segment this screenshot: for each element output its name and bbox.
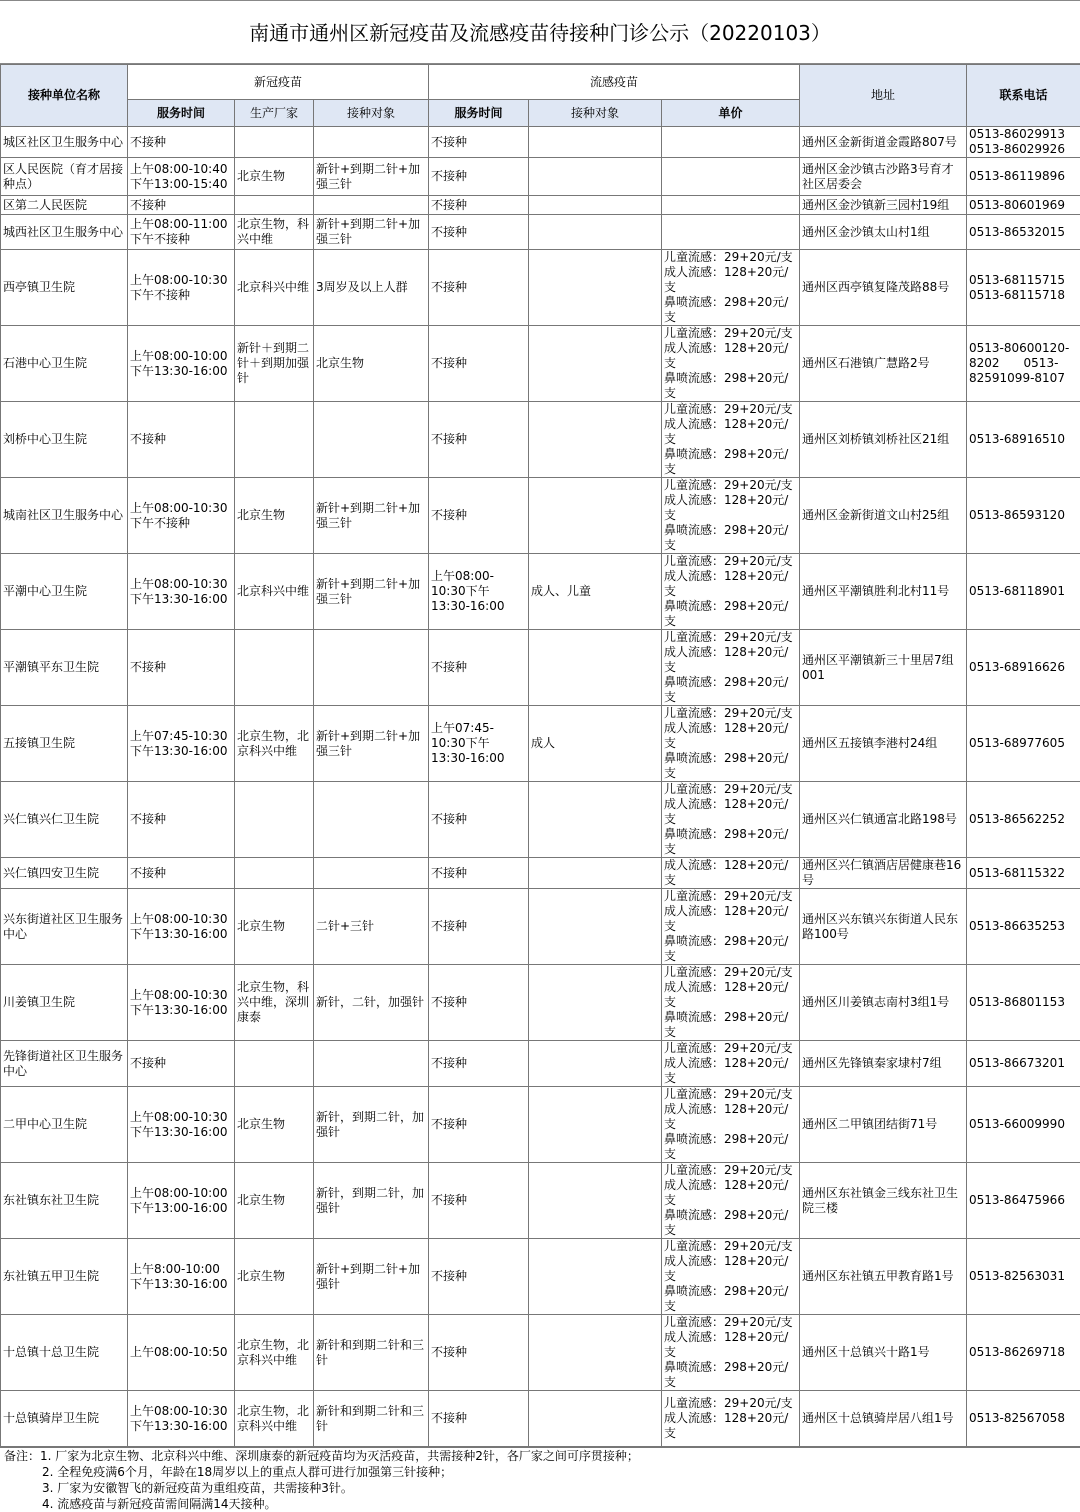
table-row [1,554,1080,630]
cell-address: 通州区金新街道文山村25组 [800,478,967,554]
cell-flu-target [529,1239,662,1315]
cell-covid-maker [235,630,314,706]
cell-flu-time: 不接种 [429,889,529,965]
cell-unit: 二甲中心卫生院 [1,1087,128,1163]
cell-address: 通州区刘桥镇刘桥社区21组 [800,402,967,478]
cell-address: 通州区十总镇骑岸居八组1号 [800,1391,967,1447]
cell-flu-target [529,127,662,158]
cell-flu-time: 不接种 [429,196,529,215]
cell-phone: 0513-66009990 [967,1087,1080,1163]
cell-flu-price: 儿童流感：29+20元/支 成人流感：128+20元/支 鼻喷流感：298+20元/支 [662,250,800,326]
cell-covid-target: 3周岁及以上人群 [314,250,429,326]
cell-phone: 0513-82567058 [967,1391,1080,1447]
cell-flu-price: 儿童流感：29+20元/支 成人流感：128+20元/支 鼻喷流感：298+20元/支 [662,889,800,965]
cell-phone: 0513-86635253 [967,889,1080,965]
cell-covid-target: 新针+到期二针+加强针 [314,1239,429,1315]
table-row [1,478,1080,554]
cell-covid-target [314,196,429,215]
cell-covid-maker: 北京科兴中维 [235,250,314,326]
cell-phone: 0513-86593120 [967,478,1080,554]
cell-unit: 先锋街道社区卫生服务中心 [1,1041,128,1087]
header-covid-group: 新冠疫苗 [128,65,429,100]
cell-address: 通州区川姜镇志南村3组1号 [800,965,967,1041]
cell-flu-price: 儿童流感：29+20元/支 成人流感：128+20元/支 鼻喷流感：298+20元/支 [662,554,800,630]
cell-covid-time: 不接种 [128,630,235,706]
cell-covid-time: 上午08:00-10:30 下午13:30-16:00 [128,889,235,965]
note-3: 3. 厂家为安徽智飞的新冠疫苗为重组疫苗，共需接种3针。 [0,1480,1080,1496]
cell-unit: 平潮镇平东卫生院 [1,630,128,706]
cell-covid-time: 不接种 [128,402,235,478]
cell-flu-price [662,127,800,158]
cell-covid-maker [235,1041,314,1087]
header-covid-maker: 生产厂家 [235,100,314,127]
cell-flu-time: 不接种 [429,630,529,706]
cell-unit: 东社镇东社卫生院 [1,1163,128,1239]
cell-flu-price: 儿童流感：29+20元/支 成人流感：128+20元/支 鼻喷流感：298+20元/支 [662,402,800,478]
cell-phone: 0513-86673201 [967,1041,1080,1087]
cell-address: 通州区五接镇李港村24组 [800,706,967,782]
cell-flu-time: 不接种 [429,858,529,889]
cell-covid-target [314,858,429,889]
cell-phone: 0513-86562252 [967,782,1080,858]
cell-covid-maker: 北京生物 [235,1163,314,1239]
cell-covid-target: 新针和到期二针和三针 [314,1315,429,1391]
table-row [1,326,1080,402]
cell-covid-target: 新针，到期二针，加强针 [314,1163,429,1239]
cell-flu-time: 不接种 [429,158,529,196]
cell-flu-target [529,250,662,326]
cell-phone: 0513-68916626 [967,630,1080,706]
notes [0,1447,1080,1512]
cell-covid-maker [235,402,314,478]
cell-covid-time: 不接种 [128,1041,235,1087]
cell-flu-time: 不接种 [429,127,529,158]
cell-flu-price: 儿童流感：29+20元/支 成人流感：128+20元/支 鼻喷流感：298+20元/支 [662,1087,800,1163]
cell-covid-time: 上午08:00-10:00 下午13:00-16:00 [128,1163,235,1239]
cell-flu-time: 不接种 [429,478,529,554]
header-address: 地址 [800,65,967,127]
cell-flu-target [529,965,662,1041]
cell-covid-maker: 北京科兴中维 [235,554,314,630]
cell-covid-time: 上午08:00-10:30 下午13:30-16:00 [128,1391,235,1447]
cell-flu-target [529,326,662,402]
cell-flu-time: 不接种 [429,1163,529,1239]
header-flu-group: 流感疫苗 [429,65,800,100]
cell-flu-time: 上午08:00-10:30下午13:30-16:00 [429,554,529,630]
cell-flu-target: 成人 [529,706,662,782]
cell-flu-target: 成人、儿童 [529,554,662,630]
cell-covid-time: 不接种 [128,196,235,215]
cell-address: 通州区兴仁镇通富北路198号 [800,782,967,858]
cell-flu-price: 儿童流感：29+20元/支 成人流感：128+20元/支 鼻喷流感：298+20元/支 [662,478,800,554]
cell-address: 通州区先锋镇秦家埭村7组 [800,1041,967,1087]
cell-covid-time: 上午08:00-10:50 [128,1315,235,1391]
cell-unit: 东社镇五甲卫生院 [1,1239,128,1315]
cell-address: 通州区兴东镇兴东街道人民东路100号 [800,889,967,965]
cell-address: 通州区东社镇五甲教育路1号 [800,1239,967,1315]
cell-flu-price: 儿童流感：29+20元/支 成人流感：128+20元/支 [662,1391,800,1447]
cell-unit: 区人民医院（育才居接种点） [1,158,128,196]
cell-flu-price [662,196,800,215]
cell-covid-target [314,402,429,478]
cell-flu-time: 不接种 [429,1239,529,1315]
cell-unit: 石港中心卫生院 [1,326,128,402]
cell-flu-price: 儿童流感：29+20元/支 成人流感：128+20元/支 鼻喷流感：298+20元/支 [662,630,800,706]
cell-phone: 0513-68115715 0513-68115718 [967,250,1080,326]
table-row [1,196,1080,215]
cell-address: 通州区金沙镇新三园村19组 [800,196,967,215]
cell-flu-time: 不接种 [429,1391,529,1447]
cell-covid-maker: 北京生物 [235,1239,314,1315]
cell-covid-maker: 新针＋到期二针＋到期加强针 [235,326,314,402]
cell-flu-price [662,215,800,250]
cell-covid-time: 上午08:00-10:00 下午13:30-16:00 [128,326,235,402]
table-row [1,706,1080,782]
cell-flu-target [529,782,662,858]
cell-covid-time: 上午08:00-10:30 下午13:30-16:00 [128,965,235,1041]
cell-phone: 0513-82563031 [967,1239,1080,1315]
cell-covid-time: 上午08:00-10:30 下午13:30-16:00 [128,1087,235,1163]
page-title: 南通市通州区新冠疫苗及流感疫苗待接种门诊公示（20220103） [0,0,1080,64]
cell-flu-price: 儿童流感：29+20元/支 成人流感：128+20元/支 [662,1041,800,1087]
cell-covid-time: 上午08:00-10:30 下午不接种 [128,478,235,554]
header-covid-target: 接种对象 [314,100,429,127]
cell-flu-target [529,478,662,554]
cell-unit: 西亭镇卫生院 [1,250,128,326]
cell-covid-target: 新针+到期二针+加强三针 [314,158,429,196]
cell-flu-target [529,1163,662,1239]
cell-covid-time: 上午8:00-10:00 下午13:30-16:00 [128,1239,235,1315]
cell-flu-price: 儿童流感：29+20元/支 成人流感：128+20元/支 鼻喷流感：298+20元/支 [662,326,800,402]
cell-address: 通州区平潮镇胜利北村11号 [800,554,967,630]
cell-covid-time: 上午07:45-10:30 下午13:30-16:00 [128,706,235,782]
cell-unit: 兴仁镇四安卫生院 [1,858,128,889]
table-row [1,858,1080,889]
cell-flu-time: 不接种 [429,1041,529,1087]
cell-address: 通州区金沙镇太山村1组 [800,215,967,250]
cell-covid-target [314,630,429,706]
cell-covid-maker: 北京生物 [235,1087,314,1163]
cell-phone: 0513-86029913 0513-86029926 [967,127,1080,158]
cell-address: 通州区东社镇金三线东社卫生院三楼 [800,1163,967,1239]
cell-unit: 区第二人民医院 [1,196,128,215]
cell-covid-target: 新针+到期二针+加强三针 [314,554,429,630]
cell-address: 通州区金沙镇古沙路3号育才社区居委会 [800,158,967,196]
cell-address: 通州区金新街道金霞路807号 [800,127,967,158]
cell-flu-target [529,215,662,250]
cell-covid-maker [235,782,314,858]
header-flu-price: 单价 [662,100,800,127]
cell-covid-time: 不接种 [128,858,235,889]
cell-phone: 0513-68118901 [967,554,1080,630]
cell-covid-target: 北京生物 [314,326,429,402]
table-row [1,1391,1080,1447]
cell-covid-time: 上午08:00-10:40 下午13:00-15:40 [128,158,235,196]
table-row [1,1315,1080,1391]
cell-flu-price: 儿童流感：29+20元/支 成人流感：128+20元/支 鼻喷流感：298+20元/支 [662,1163,800,1239]
table-row [1,630,1080,706]
cell-flu-price: 儿童流感：29+20元/支 成人流感：128+20元/支 鼻喷流感：298+20元/支 [662,782,800,858]
cell-flu-time: 不接种 [429,782,529,858]
cell-covid-time: 不接种 [128,127,235,158]
cell-flu-target [529,1087,662,1163]
cell-covid-target: 新针，二针，加强针 [314,965,429,1041]
cell-phone: 0513-68115322 [967,858,1080,889]
header-phone: 联系电话 [967,65,1080,127]
cell-covid-maker: 北京生物 [235,158,314,196]
cell-flu-target [529,889,662,965]
cell-flu-target [529,630,662,706]
cell-unit: 城南社区卫生服务中心 [1,478,128,554]
cell-phone: 0513-68916510 [967,402,1080,478]
cell-flu-target [529,1315,662,1391]
table-row [1,402,1080,478]
cell-flu-target [529,858,662,889]
cell-covid-maker: 北京生物，科兴中维 [235,215,314,250]
cell-covid-target [314,1041,429,1087]
cell-phone: 0513-86475966 [967,1163,1080,1239]
table-row [1,250,1080,326]
cell-covid-maker: 北京生物，北京科兴中维 [235,1391,314,1447]
cell-flu-time: 不接种 [429,250,529,326]
cell-unit: 平潮中心卫生院 [1,554,128,630]
cell-phone: 0513-86119896 [967,158,1080,196]
cell-address: 通州区二甲镇团结街71号 [800,1087,967,1163]
table-row [1,889,1080,965]
cell-unit: 城区社区卫生服务中心 [1,127,128,158]
cell-covid-target [314,127,429,158]
cell-covid-target: 新针和到期二针和三针 [314,1391,429,1447]
cell-unit: 十总镇十总卫生院 [1,1315,128,1391]
cell-unit: 城西社区卫生服务中心 [1,215,128,250]
header-flu-target: 接种对象 [529,100,662,127]
table-row [1,215,1080,250]
cell-flu-time: 上午07:45-10:30下午13:30-16:00 [429,706,529,782]
cell-flu-price: 成人流感：128+20元/支 [662,858,800,889]
cell-phone: 0513-68977605 [967,706,1080,782]
clinic-table [0,64,1080,1447]
table-row [1,127,1080,158]
table-row [1,1239,1080,1315]
cell-flu-target [529,402,662,478]
table-row [1,1163,1080,1239]
cell-flu-time: 不接种 [429,326,529,402]
cell-flu-target [529,1041,662,1087]
cell-flu-price: 儿童流感：29+20元/支 成人流感：128+20元/支 鼻喷流感：298+20元/支 [662,1239,800,1315]
cell-address: 通州区十总镇兴十路1号 [800,1315,967,1391]
cell-flu-target [529,1391,662,1447]
cell-address: 通州区石港镇广慧路2号 [800,326,967,402]
cell-flu-price [662,158,800,196]
cell-unit: 兴仁镇兴仁卫生院 [1,782,128,858]
cell-covid-maker [235,127,314,158]
cell-covid-target: 二针+三针 [314,889,429,965]
table-row [1,1041,1080,1087]
cell-covid-target: 新针+到期二针+加强三针 [314,706,429,782]
note-4: 4. 流感疫苗与新冠疫苗需间隔满14天接种。 [0,1496,1080,1512]
cell-covid-maker: 北京生物，北京科兴中维 [235,706,314,782]
cell-phone: 0513-86801153 [967,965,1080,1041]
header-flu-time: 服务时间 [429,100,529,127]
cell-phone: 0513-86532015 [967,215,1080,250]
table-row [1,158,1080,196]
cell-address: 通州区西亭镇复隆茂路88号 [800,250,967,326]
cell-phone: 0513-86269718 [967,1315,1080,1391]
cell-flu-target [529,158,662,196]
cell-address: 通州区兴仁镇酒店居健康巷16号 [800,858,967,889]
table-row [1,965,1080,1041]
cell-flu-target [529,196,662,215]
cell-unit: 兴东街道社区卫生服务中心 [1,889,128,965]
cell-covid-target: 新针，到期二针，加强针 [314,1087,429,1163]
cell-flu-price: 儿童流感：29+20元/支 成人流感：128+20元/支 鼻喷流感：298+20元/支 [662,965,800,1041]
table-row [1,1087,1080,1163]
cell-phone: 0513-80601969 [967,196,1080,215]
cell-covid-maker: 北京生物 [235,889,314,965]
cell-covid-target: 新针+到期二针+加强三针 [314,478,429,554]
cell-flu-time: 不接种 [429,965,529,1041]
cell-flu-time: 不接种 [429,402,529,478]
note-2: 2. 全程免疫满6个月，年龄在18周岁以上的重点人群可进行加强第三针接种； [0,1464,1080,1480]
cell-flu-time: 不接种 [429,1315,529,1391]
header-covid-time: 服务时间 [128,100,235,127]
cell-covid-maker: 北京生物，科兴中维，深圳康泰 [235,965,314,1041]
note-1: 备注：1. 厂家为北京生物、北京科兴中维、深圳康泰的新冠疫苗均为灭活疫苗，共需接种2针，各厂家之间可序贯接种； [0,1448,1080,1464]
cell-covid-target [314,782,429,858]
cell-flu-time: 不接种 [429,215,529,250]
cell-covid-time: 上午08:00-10:30 下午13:30-16:00 [128,554,235,630]
cell-unit: 刘桥中心卫生院 [1,402,128,478]
cell-flu-time: 不接种 [429,1087,529,1163]
cell-covid-time: 上午08:00-11:00 下午不接种 [128,215,235,250]
cell-covid-maker: 北京生物 [235,478,314,554]
table-body [1,127,1080,1447]
cell-unit: 十总镇骑岸卫生院 [1,1391,128,1447]
cell-unit: 川姜镇卫生院 [1,965,128,1041]
cell-phone: 0513-80600120-8202 0513-82591099-8107 [967,326,1080,402]
cell-address: 通州区平潮镇新三十里居7组001 [800,630,967,706]
cell-flu-price: 儿童流感：29+20元/支 成人流感：128+20元/支 鼻喷流感：298+20元/支 [662,706,800,782]
cell-covid-maker [235,858,314,889]
cell-covid-maker: 北京生物，北京科兴中维 [235,1315,314,1391]
cell-covid-maker [235,196,314,215]
cell-unit: 五接镇卫生院 [1,706,128,782]
cell-covid-time: 不接种 [128,782,235,858]
table-row [1,782,1080,858]
cell-covid-target: 新针+到期二针+加强三针 [314,215,429,250]
cell-covid-time: 上午08:00-10:30 下午不接种 [128,250,235,326]
cell-flu-price: 儿童流感：29+20元/支 成人流感：128+20元/支 鼻喷流感：298+20元/支 [662,1315,800,1391]
header-unit: 接种单位名称 [1,65,128,127]
